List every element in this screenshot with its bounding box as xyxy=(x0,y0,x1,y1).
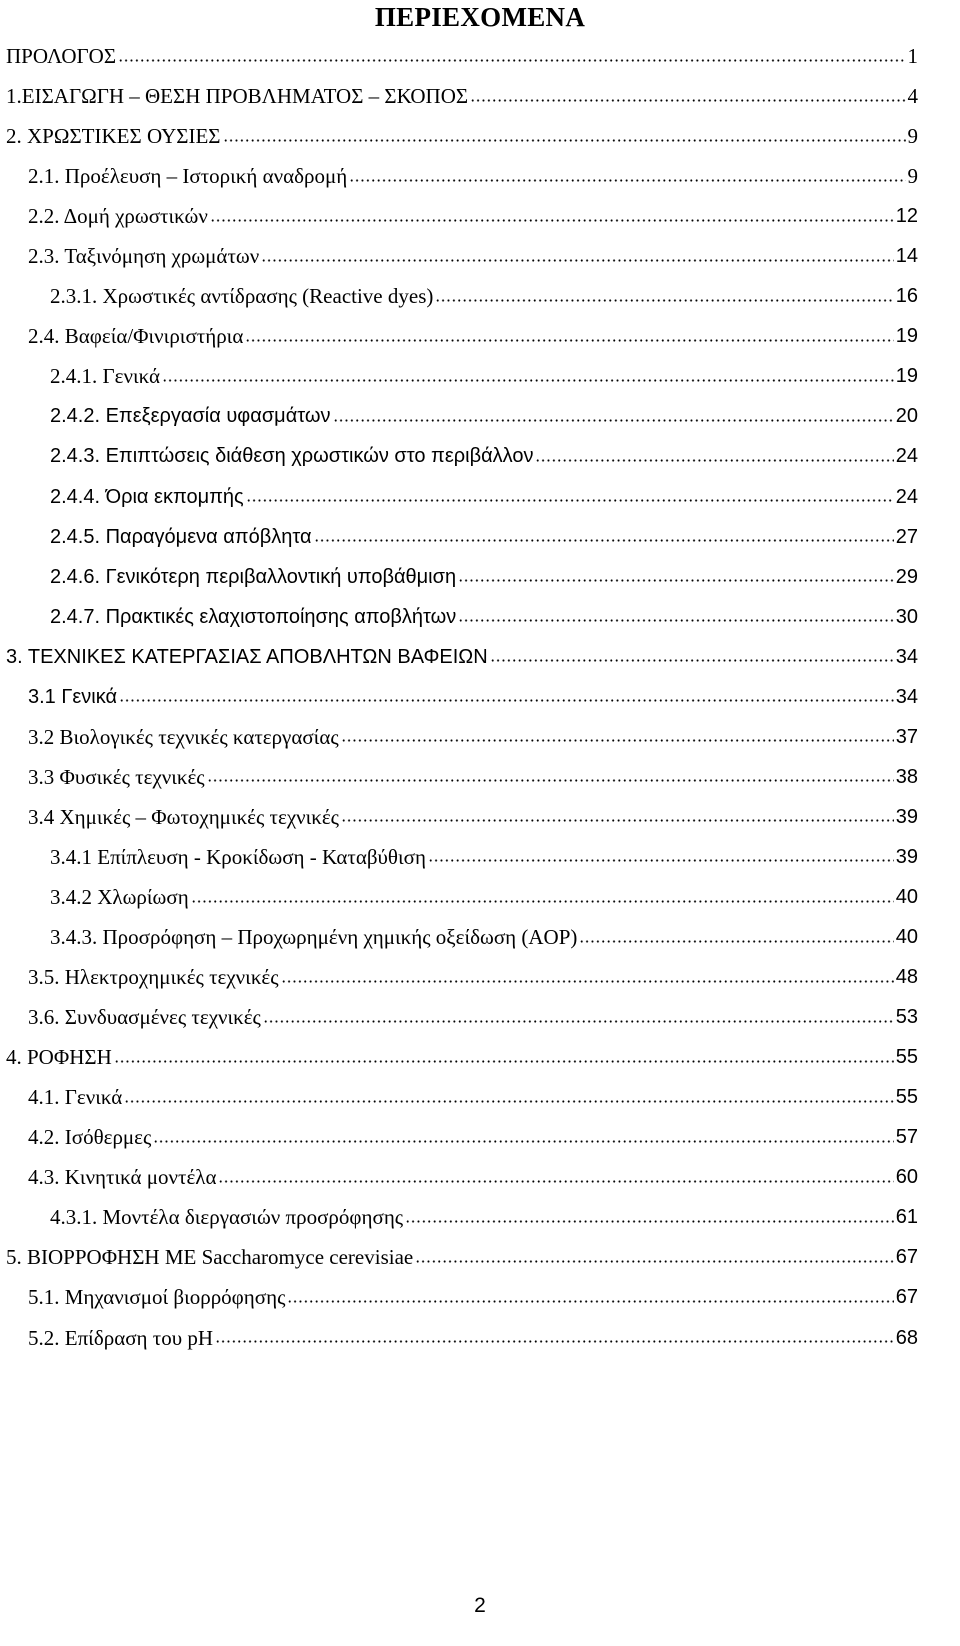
dot-leader xyxy=(246,499,894,502)
table-of-contents xyxy=(0,36,960,1358)
toc-entry[interactable] xyxy=(0,156,960,196)
toc-entry-page: 67 xyxy=(895,1246,918,1269)
toc-entry-page: 68 xyxy=(895,1326,918,1349)
toc-entry[interactable] xyxy=(0,957,960,997)
dot-leader xyxy=(261,259,894,262)
dot-leader xyxy=(218,1180,893,1183)
toc-entry-page: 9 xyxy=(907,124,918,149)
toc-entry-label: 3.1 Γενικά xyxy=(28,685,118,708)
toc-entry[interactable] xyxy=(0,1117,960,1157)
toc-entry-page: 4 xyxy=(907,84,918,109)
toc-entry[interactable] xyxy=(0,76,960,116)
toc-entry-page: 9 xyxy=(907,164,918,189)
dot-leader xyxy=(535,459,893,462)
dot-leader xyxy=(415,1260,894,1263)
toc-entry-page: 12 xyxy=(895,205,918,228)
toc-entry-label: 2.4.3. Επιπτώσεις διάθεση χρωστικών στο περιβάλλον xyxy=(50,445,534,468)
dot-leader xyxy=(153,1140,893,1143)
toc-entry-label: 2.3.1. Χρωστικές αντίδρασης (Reactive dyes) xyxy=(50,284,434,309)
toc-entry-label: 3.4.1 Επίπλευση - Κροκίδωση - Καταβύθιση xyxy=(50,844,426,869)
toc-entry[interactable] xyxy=(0,677,960,717)
toc-entry-label: 2.4.5. Παραγόμενα απόβλητα xyxy=(50,525,312,548)
toc-entry[interactable] xyxy=(0,196,960,236)
toc-entry[interactable] xyxy=(0,356,960,396)
toc-entry[interactable] xyxy=(0,436,960,476)
toc-entry-page: 19 xyxy=(895,365,918,388)
toc-entry-page: 39 xyxy=(895,805,918,828)
toc-entry-page: 39 xyxy=(895,845,918,868)
toc-entry-page: 30 xyxy=(895,605,918,628)
toc-entry[interactable] xyxy=(0,1037,960,1077)
toc-entry-label: 2.2. Δομή χρωστικών xyxy=(28,204,208,229)
dot-leader xyxy=(405,1220,894,1223)
toc-entry[interactable] xyxy=(0,477,960,517)
toc-entry-label: 1.ΕΙΣΑΓΩΓΗ – ΘΕΣΗ ΠΡΟΒΛΗΜΑΤΟΣ – ΣΚΟΠΟΣ xyxy=(6,84,469,109)
dot-leader xyxy=(207,779,894,782)
dot-leader xyxy=(333,419,894,422)
dot-leader xyxy=(490,659,894,662)
toc-entry-page: 19 xyxy=(895,325,918,348)
toc-entry[interactable] xyxy=(0,717,960,757)
toc-entry[interactable] xyxy=(0,877,960,917)
dot-leader xyxy=(215,1340,894,1343)
dot-leader xyxy=(435,299,893,302)
toc-entry[interactable] xyxy=(0,557,960,597)
toc-entry-page: 29 xyxy=(895,565,918,588)
toc-entry[interactable] xyxy=(0,1157,960,1197)
toc-entry-label: 3.4.2 Χλωρίωση xyxy=(50,885,189,909)
toc-entry[interactable] xyxy=(0,757,960,797)
dot-leader xyxy=(281,980,894,983)
toc-entry[interactable] xyxy=(0,236,960,276)
toc-entry-label: 5.1. Μηχανισμοί βιορρόφησης xyxy=(28,1285,286,1310)
dot-leader xyxy=(263,1020,894,1023)
toc-entry-label: 2.4.2. Επεξεργασία υφασμάτων xyxy=(50,405,331,428)
toc-entry-label: 3.3 Φυσικές τεχνικές xyxy=(28,764,205,789)
toc-entry-page: 16 xyxy=(895,285,918,308)
toc-entry-page: 24 xyxy=(895,445,918,468)
toc-entry-page: 40 xyxy=(895,886,918,908)
toc-entry[interactable] xyxy=(0,837,960,877)
toc-entry[interactable] xyxy=(0,917,960,957)
dot-leader xyxy=(124,1100,893,1103)
toc-entry-page: 53 xyxy=(895,1006,918,1029)
toc-entry-label: 3. ΤΕΧΝΙΚΕΣ ΚΑΤΕΡΓΑΣΙΑΣ ΑΠΟΒΛΗΤΩΝ ΒΑΦΕΙΩΝ xyxy=(6,645,488,668)
dot-leader xyxy=(458,619,893,622)
dot-leader xyxy=(579,940,893,943)
toc-entry[interactable] xyxy=(0,276,960,316)
dot-leader xyxy=(287,1300,893,1303)
toc-entry[interactable] xyxy=(0,1318,960,1358)
toc-entry-label: 5. ΒΙΟΡΡΟΦΗΣΗ ΜΕ Saccharomyce cerevisiae xyxy=(6,1245,414,1270)
toc-entry-label: 4.3. Κινητικά μοντέλα xyxy=(28,1165,217,1190)
toc-entry-page: 34 xyxy=(895,645,918,668)
toc-entry-label: 4.2. Ισόθερμες xyxy=(28,1125,152,1150)
toc-entry-label: 3.2 Βιολογικές τεχνικές κατεργασίας xyxy=(28,724,339,749)
toc-title: ΠΕΡΙΕΧΟΜΕΝΑ xyxy=(374,2,586,32)
dot-leader xyxy=(314,539,894,542)
toc-entry-label: 2.3. Ταξινόμηση χρωμάτων xyxy=(28,244,260,269)
toc-entry-page: 20 xyxy=(895,405,918,428)
toc-entry-page: 27 xyxy=(895,525,918,548)
toc-entry-label: 2.4.7. Πρακτικές ελαχιστοποίησης αποβλήτων xyxy=(50,605,457,628)
dot-leader xyxy=(428,859,894,862)
toc-entry-label: 3.5. Ηλεκτροχημικές τεχνικές xyxy=(28,965,279,990)
toc-entry-label: 2.4.4. Όρια εκπομπής xyxy=(50,485,244,508)
toc-entry-label: 5.2. Επίδραση του pH xyxy=(28,1325,214,1350)
toc-entry-label: ΠΡΟΛΟΓΟΣ xyxy=(6,44,117,69)
toc-entry-page: 34 xyxy=(895,685,918,708)
toc-entry[interactable] xyxy=(0,797,960,837)
toc-entry-label: 2.4.6. Γενικότερη περιβαλλοντική υποβάθμιση xyxy=(50,565,457,588)
toc-entry[interactable] xyxy=(0,517,960,557)
toc-entry-page: 67 xyxy=(895,1286,918,1309)
toc-entry[interactable] xyxy=(0,36,960,76)
toc-entry-label: 2.4. Βαφεία/Φινιριστήρια xyxy=(28,324,244,349)
toc-entry-page: 57 xyxy=(895,1126,918,1149)
toc-entry[interactable] xyxy=(0,1237,960,1277)
toc-entry-label: 4.3.1. Μοντέλα διεργασιών προσρόφησης xyxy=(50,1205,404,1230)
toc-entry[interactable] xyxy=(0,316,960,356)
toc-entry-label: 3.4 Χημικές – Φωτοχημικές τεχνικές xyxy=(28,804,340,829)
dot-leader xyxy=(191,900,894,903)
dot-leader xyxy=(210,219,894,222)
toc-entry-page: 37 xyxy=(895,725,918,748)
dot-leader xyxy=(470,99,905,102)
dot-leader xyxy=(223,139,906,142)
toc-entry[interactable] xyxy=(0,396,960,436)
toc-entry-page: 40 xyxy=(895,926,918,949)
toc-entry-label: 3.4.3. Προσρόφηση – Προχωρημένη χημικής οξείδωση (AOP) xyxy=(50,925,578,950)
toc-entry-page: 55 xyxy=(895,1046,918,1069)
toc-entry-page: 14 xyxy=(895,245,918,268)
toc-entry-page: 55 xyxy=(895,1086,918,1109)
toc-entry[interactable] xyxy=(0,116,960,156)
toc-entry-label: 3.6. Συνδυασμένες τεχνικές xyxy=(28,1005,261,1030)
dot-leader xyxy=(341,819,894,822)
dot-leader xyxy=(341,739,894,742)
toc-entry-label: 4.1. Γενικά xyxy=(28,1085,123,1110)
toc-entry-label: 4. ΡΟΦΗΣΗ xyxy=(6,1045,112,1070)
toc-entry[interactable] xyxy=(0,1277,960,1317)
toc-entry-page: 24 xyxy=(895,485,918,508)
toc-entry[interactable] xyxy=(0,597,960,637)
dot-leader xyxy=(119,699,894,702)
toc-entry-page: 38 xyxy=(895,765,918,788)
toc-entry-label: 2. ΧΡΩΣΤΙΚΕΣ ΟΥΣΙΕΣ xyxy=(6,124,221,149)
toc-entry-page: 1 xyxy=(907,44,918,69)
dot-leader xyxy=(114,1060,894,1063)
toc-entry[interactable] xyxy=(0,1077,960,1117)
toc-entry[interactable] xyxy=(0,1197,960,1237)
dot-leader xyxy=(458,579,894,582)
toc-entry[interactable] xyxy=(0,997,960,1037)
toc-entry-page: 61 xyxy=(895,1206,918,1229)
toc-entry-label: 2.1. Προέλευση – Ιστορική αναδρομή xyxy=(28,164,348,189)
dot-leader xyxy=(162,379,894,382)
toc-entry-label: 2.4.1. Γενικά xyxy=(50,364,161,389)
dot-leader xyxy=(349,179,905,182)
dot-leader xyxy=(245,339,893,342)
toc-entry-page: 48 xyxy=(895,966,918,989)
toc-entry[interactable] xyxy=(0,637,960,677)
page-number: 2 xyxy=(474,1594,486,1617)
toc-entry-page: 60 xyxy=(895,1166,918,1189)
dot-leader xyxy=(118,59,905,62)
